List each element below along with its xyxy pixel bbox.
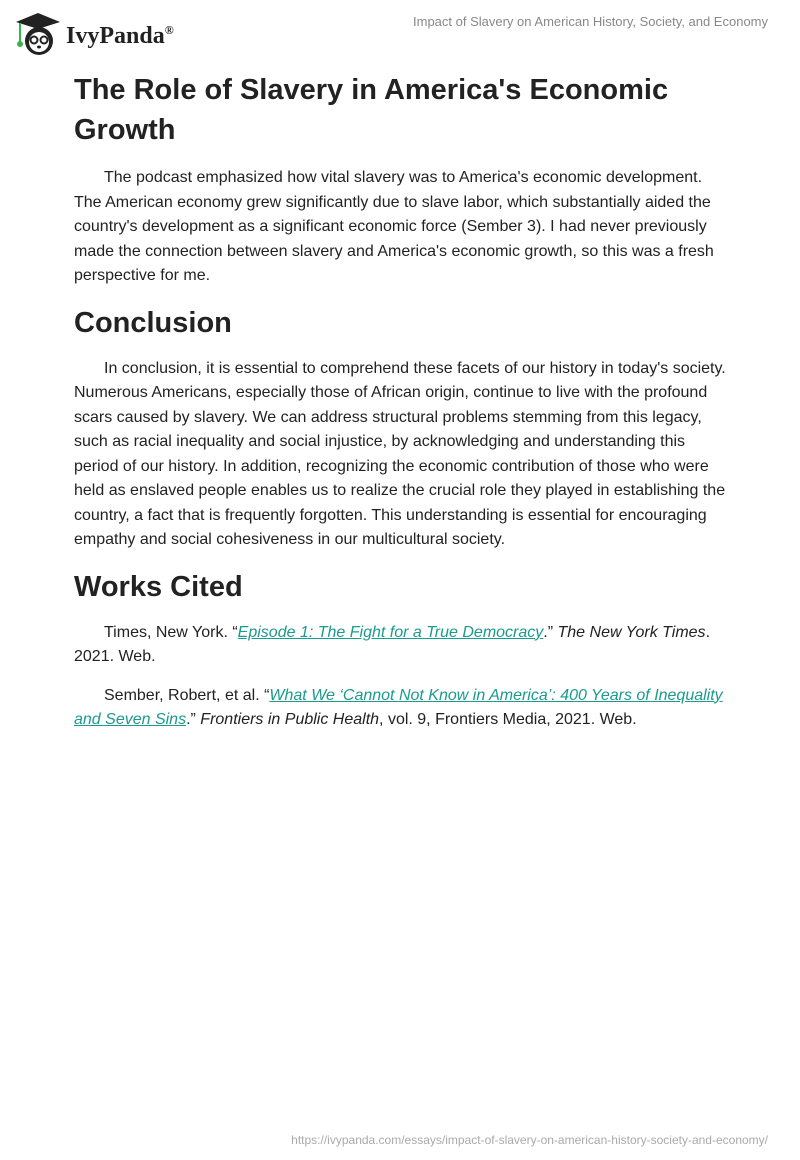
logo-text: IvyPanda® [66, 22, 174, 49]
panda-graduate-icon [12, 8, 62, 58]
citation-author: Times, New York. “ [104, 623, 238, 641]
section-heading: Conclusion [74, 306, 232, 339]
ivypanda-logo[interactable] [12, 8, 174, 58]
citation-link[interactable]: Episode 1: The Fight for a True Democracy [237, 623, 544, 641]
citation-details: , vol. 9, Frontiers Media, 2021. Web. [379, 711, 637, 728]
section-paragraph: In conclusion, it is essential to comprehend these facets of our history in today's society. Numerous Americans, especially those of African origin, continue to live with the profound scars caused by slavery. We can address structural problems stemming from this legacy, such as racial inequality and social injustice, by acknowledging and understanding this period of our history. In addition, recognizing the economic contribution of those who were held as enslaved people enables us to realize the crucial role they played in establishing the country, a fact that is frequently forgotten. This understanding is essential for encouraging empathy and social cohesiveness in our multicultural society. [74, 359, 726, 548]
citation-entry [74, 684, 730, 733]
document-title: Impact of Slavery on American History, Society, and Economy [413, 14, 768, 29]
section-paragraph: The podcast emphasized how vital slavery was to America's economic development. The American economy grew significantly due to slave labor, which substantially aided the country's development as a significant economic force (Sember 3). I had never previously made the connection between slavery and America's economic growth, so this was a fresh perspective for me. [74, 169, 714, 284]
citation-punct: .” [543, 623, 558, 641]
citation-source: The New York Times [557, 623, 706, 641]
footer-url: https://ivypanda.com/essays/impact-of-slavery-on-american-history-society-and-economy/ [291, 1133, 768, 1147]
citation-source: Frontiers in Public Health [200, 711, 380, 728]
citation-link[interactable]: What We ‘Cannot Not Know in America’: 400 Years of Inequality and Seven Sins [74, 686, 723, 728]
section-heading: The Role of Slavery in America's Economic Growth [74, 74, 669, 146]
citation-entry [74, 621, 730, 670]
article-content [74, 70, 730, 747]
works-cited-heading: Works Cited [74, 570, 243, 603]
citation-details: . 2021. Web. [74, 623, 711, 665]
citation-punct: .” [186, 711, 201, 728]
citation-author: Sember, Robert, et al. “ [104, 686, 270, 704]
